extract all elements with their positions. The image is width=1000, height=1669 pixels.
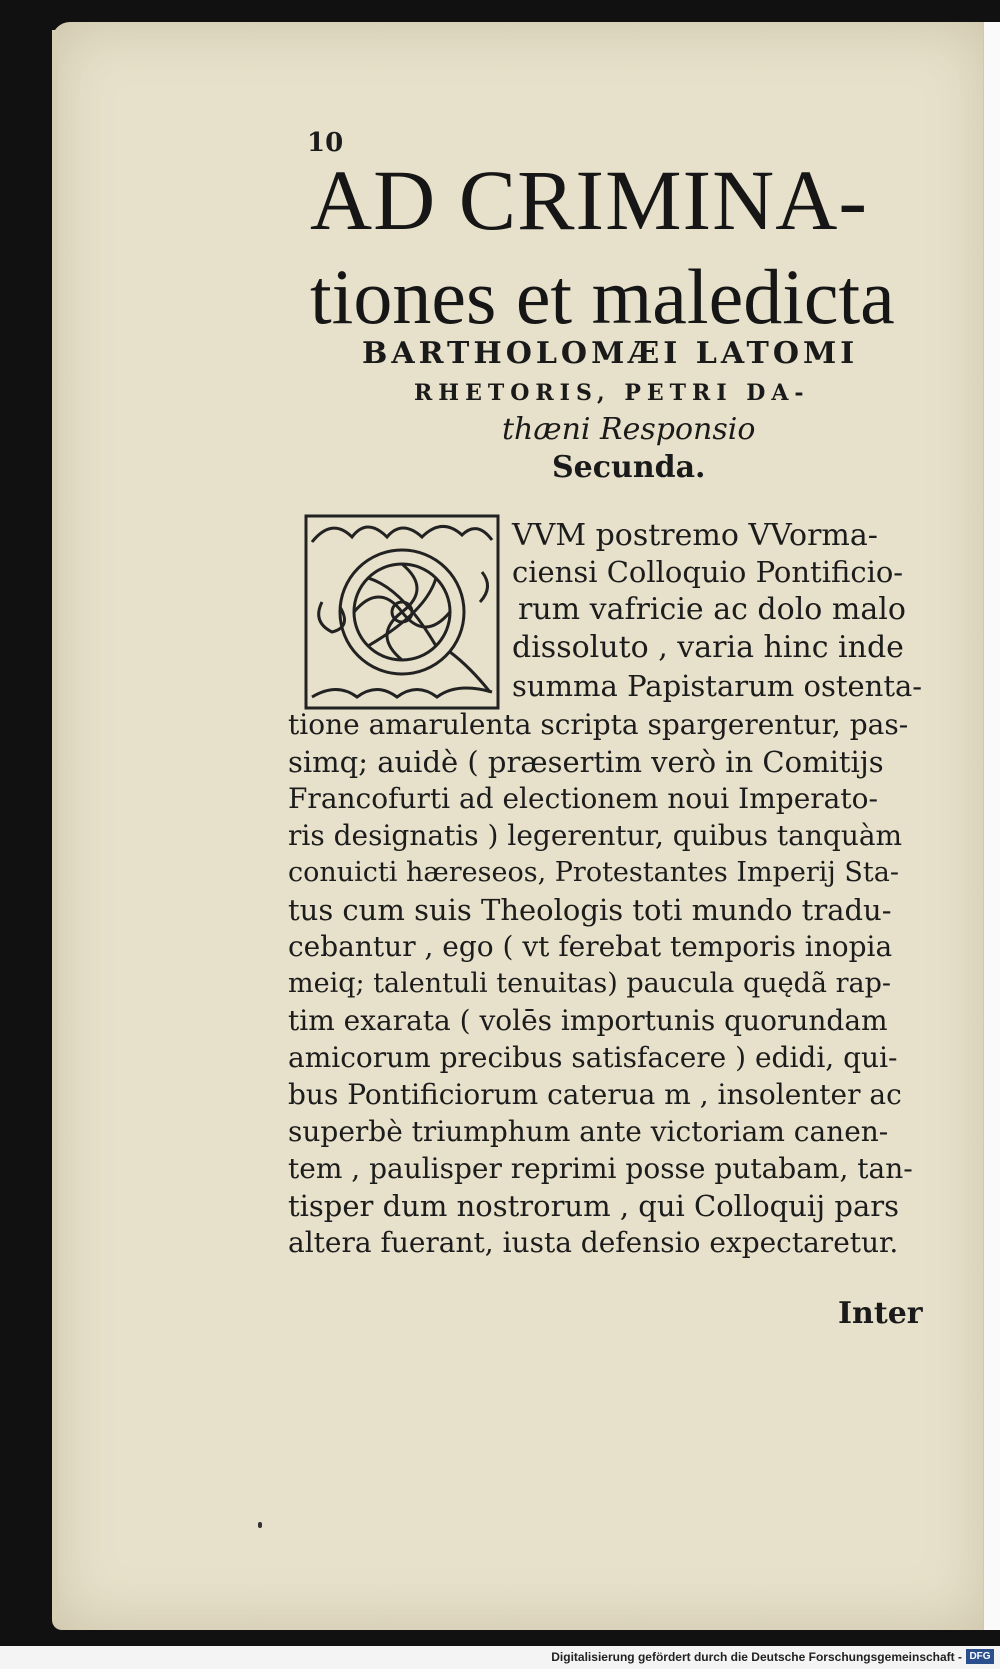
body-line: conuicti hæreseos, Protestantes Imperij Sta- <box>288 857 899 888</box>
body-line: tem , paulisper reprimi posse putabam, tan- <box>288 1152 913 1185</box>
page-gutter-edge <box>52 30 58 1620</box>
footer-credit: Digitalisierung gefördert durch die Deutsche Forschungsgemeinschaft - <box>551 1650 962 1664</box>
page-number: 10 <box>307 128 344 158</box>
body-line: altera fuerant, iusta defensio expectaretur. <box>288 1226 899 1259</box>
subtitle-line-1: BARTHOLOMÆI LATOMI <box>362 336 859 371</box>
body-line: rum vafricie ac dolo malo <box>518 592 906 627</box>
title-line-1: AD CRIMINA- <box>310 152 869 248</box>
body-line: tione amarulenta scripta spargerentur, pas- <box>288 708 909 741</box>
body-line: cebantur , ego ( vt ferebat temporis inopia <box>288 930 893 963</box>
body-line: bus Pontificiorum caterua m , insolenter ac <box>288 1078 902 1111</box>
title-line-2: tiones et maledicta <box>310 253 895 340</box>
subtitle-line-2: RHETORIS, PETRI DA- <box>414 380 810 406</box>
body-line: meiq; talentuli tenuitas) paucula quędã rap- <box>288 968 892 999</box>
body-line: ciensi Colloquio Pontificio- <box>512 555 904 589</box>
body-line: summa Papistarum ostenta- <box>512 669 923 703</box>
body-line: superbè triumphum ante victoriam canen- <box>288 1115 889 1148</box>
body-line: VVM postremo VVorma- <box>512 518 878 553</box>
body-line: tisper dum nostrorum , qui Colloquij pars <box>288 1189 899 1223</box>
page-speck <box>258 1522 262 1528</box>
body-line: simq; auidè ( præsertim verò in Comitijs <box>288 745 884 779</box>
body-line: ris designatis ) legerentur, quibus tanquàm <box>288 819 903 852</box>
body-line: tim exarata ( volēs importunis quorundam <box>288 1004 888 1037</box>
body-line: dissoluto , varia hinc inde <box>512 630 904 665</box>
ornamental-initial-icon <box>302 512 502 712</box>
catchword: Inter <box>838 1296 923 1331</box>
page-right-edge <box>983 22 1000 1630</box>
body-line: tus cum suis Theologis toti mundo tradu- <box>288 893 892 927</box>
dfg-logo-icon: DFG <box>966 1649 994 1664</box>
body-line: amicorum precibus satisfacere ) edidi, qui- <box>288 1041 898 1074</box>
body-line: Francofurti ad electionem noui Imperato- <box>288 782 878 815</box>
subtitle-line-4: Secunda. <box>552 450 706 485</box>
subtitle-line-3: thæni Responsio <box>502 412 756 447</box>
